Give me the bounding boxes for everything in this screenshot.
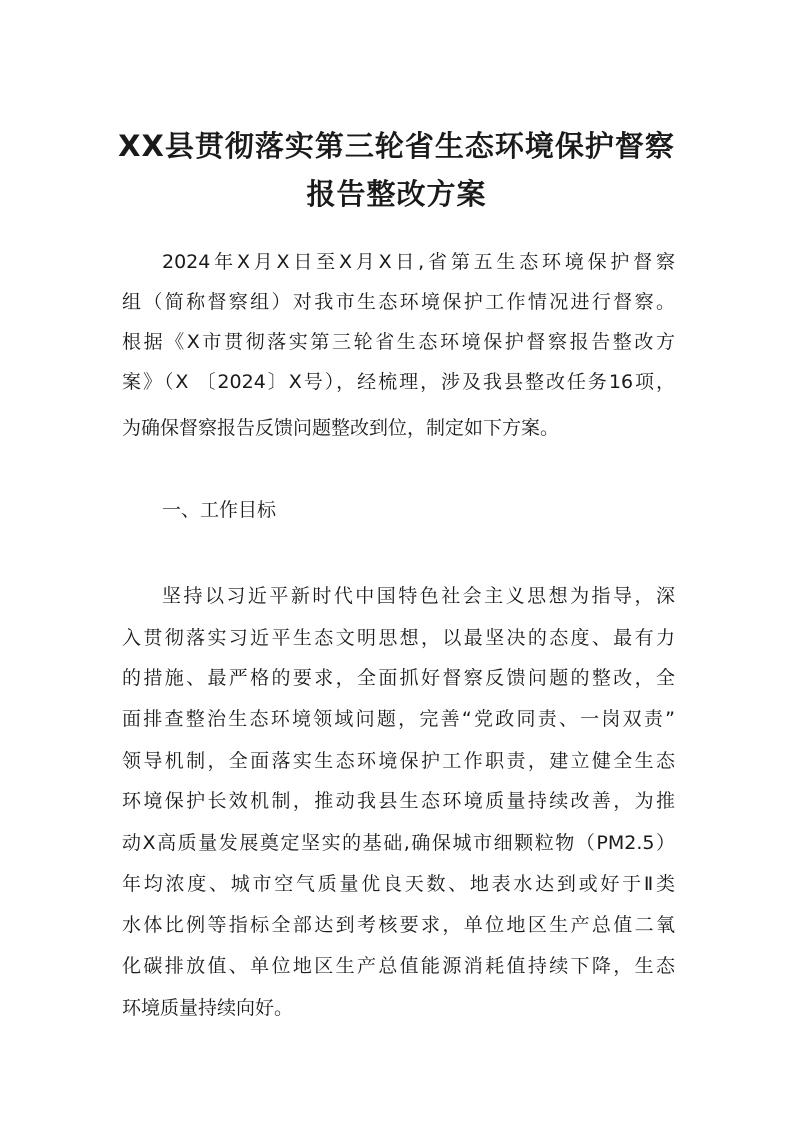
paragraph-2-line-2: 入贯彻落实习近平生态文明思想，以最坚决的态度、最有力	[122, 627, 675, 649]
paragraph-1-line-5: 为确保督察报告反馈问题整改到位，制定如下方案。	[122, 417, 560, 439]
paragraph-2-line-3: 的措施、最严格的要求，全面抓好督察反馈问题的整改，全	[122, 667, 675, 689]
section-heading-work-goals: 一、工作目标	[162, 499, 277, 521]
paragraph-2-line-7: 动X高质量发展奠定坚实的基础,确保城市细颗粒物（PM2.5）	[122, 832, 675, 854]
paragraph-2-line-6: 环境保护长效机制，推动我县生态环境质量持续改善，为推	[122, 790, 675, 812]
paragraph-2-line-5: 领导机制，全面落实生态环境保护工作职责，建立健全生态	[122, 750, 675, 772]
paragraph-2-line-1: 坚持以习近平新时代中国特色社会主义思想为指导，深	[162, 585, 675, 607]
paragraph-2-line-10: 化碳排放值、单位地区生产总值能源消耗值持续下降，生态	[122, 955, 675, 977]
paragraph-1-line-3: 根据《X市贯彻落实第三轮省生态环境保护督察报告整改方	[122, 331, 675, 353]
paragraph-2-line-8: 年均浓度、城市空气质量优良天数、地表水达到或好于Ⅱ类	[122, 873, 675, 895]
paragraph-1-line-4: 案》（X 〔2024〕X号），经梳理，涉及我县整改任务16项，	[122, 371, 675, 393]
paragraph-1-line-1: 2024年X月X日至X月X日,省第五生态环境保护督察	[162, 251, 675, 273]
document-title-line-1: XX县贯彻落实第三轮省生态环境保护督察	[118, 129, 675, 163]
paragraph-2-line-11: 环境质量持续向好。	[122, 997, 294, 1019]
paragraph-2-line-9: 水体比例等指标全部达到考核要求，单位地区生产总值二氧	[122, 914, 675, 936]
paragraph-1-line-2: 组（简称督察组）对我市生态环境保护工作情况进行督察。	[122, 291, 675, 313]
document-title-line-2: 报告整改方案	[306, 177, 487, 211]
paragraph-2-line-4: 面排查整治生态环境领域问题，完善“党政同责、一岗双责”	[122, 708, 675, 730]
